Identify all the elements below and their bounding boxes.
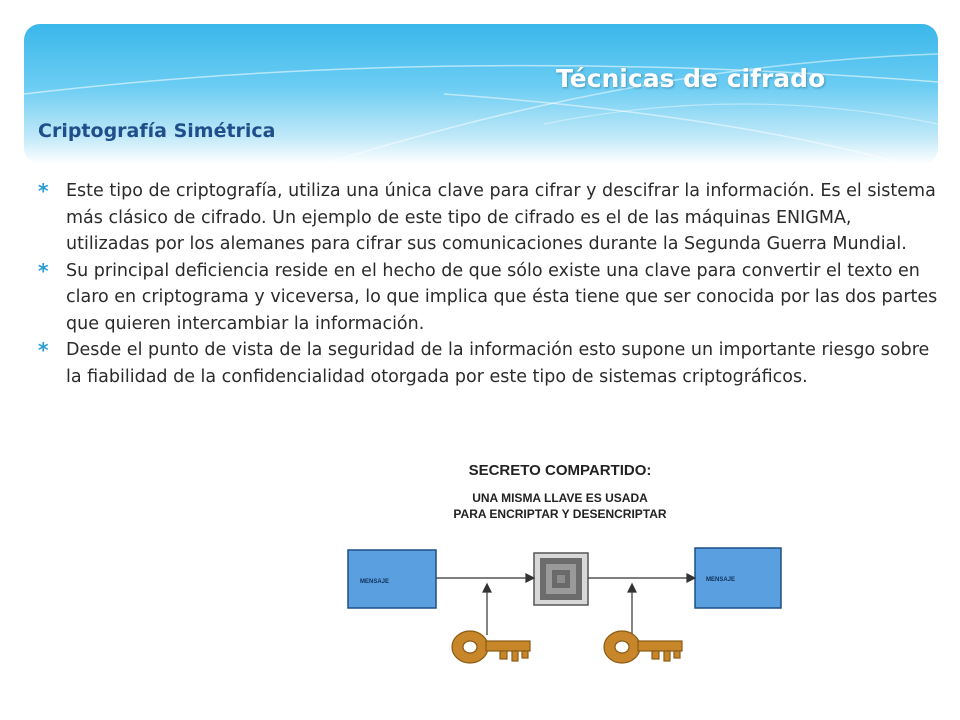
key-arrow-right xyxy=(628,584,636,635)
section-title: Criptografía Simétrica xyxy=(38,120,276,142)
bullet-item xyxy=(38,337,938,390)
key-icon xyxy=(604,631,682,663)
bullet-item xyxy=(38,258,938,338)
diagram-title-line3: PARA ENCRIPTAR Y DESENCRIPTAR xyxy=(453,507,667,521)
bullet-marker: * xyxy=(38,179,49,203)
cipher-box xyxy=(534,553,588,605)
key-icon xyxy=(452,631,530,663)
diagram-title-line2: UNA MISMA LLAVE ES USADA xyxy=(472,491,648,505)
banner-decoration xyxy=(24,24,938,164)
plaintext-label: MENSAJE xyxy=(360,579,390,585)
bullet-text: Este tipo de criptografía, utiliza una única clave para cifrar y descifrar la información. Es el sistema más clásico de cifrado. Un ejemplo de este tipo de cifrado es el de las máquinas ENIGMA, utilizadas por los alemanes para cifrar sus comunicaciones durante la Segunda Guerra Mundial. xyxy=(66,181,936,254)
arrow-to-message xyxy=(588,574,695,582)
bullet-marker: * xyxy=(38,338,49,362)
title-banner xyxy=(24,24,938,164)
symmetric-key-diagram xyxy=(340,455,785,670)
bullet-text: Desde el punto de vista de la seguridad de la información esto supone un importante riesgo sobre la fiabilidad de la confidencialidad otorgada por este tipo de sistemas criptográficos. xyxy=(66,340,930,387)
bullet-item xyxy=(38,178,938,258)
bullet-list xyxy=(38,178,938,390)
bullet-text: Su principal deficiencia reside en el hecho de que sólo existe una clave para convertir el texto en claro en criptograma y viceversa, lo que implica que ésta tiene que ser conocida por las dos partes que quieren intercambiar la información. xyxy=(66,260,938,334)
decrypted-label: MENSAJE xyxy=(706,577,736,583)
slide-title: Técnicas de cifrado xyxy=(556,64,826,93)
arrow-to-cipher xyxy=(436,574,534,582)
diagram-title-line1: SECRETO COMPARTIDO: xyxy=(468,462,652,479)
key-arrow-left xyxy=(483,584,491,635)
bullet-marker: * xyxy=(38,258,49,283)
